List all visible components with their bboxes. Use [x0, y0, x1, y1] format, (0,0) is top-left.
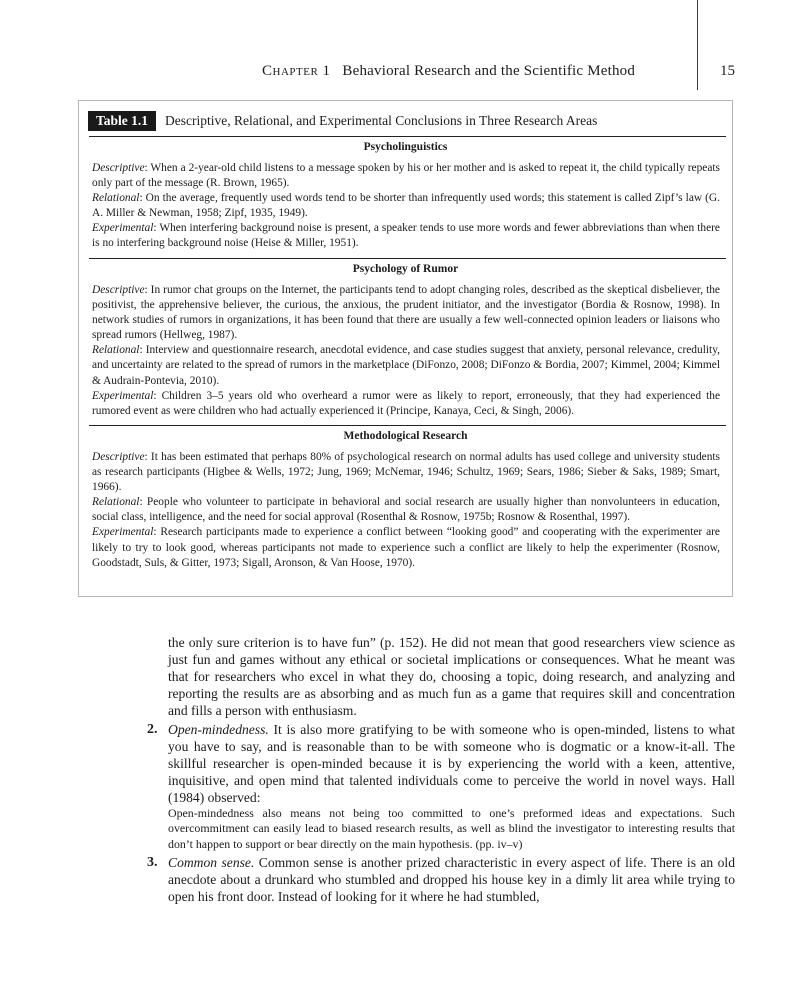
entry-relational: [92, 495, 720, 525]
entry-text: : Children 3–5 years old who overheard a rumor were as likely to report, erroneously, that they had experienced the rumored event as were children who had actually experienced it (Principe, Kanaya, Ceci, & Singh, 2006).: [92, 389, 720, 417]
entry-text: : In rumor chat groups on the Internet, the participants tend to adopt changing roles, described as the skeptical disbeliever, the positivist, the apprehensive believer, the curious, the anxious, the prudent initiator, and the investigator (Bordia & Rosnow, 1998). In network studies of rumors in organizations, it has been found that there are usually a few well-connected opinion leaders or liaisons who spread rumors (Hellweg, 1987).: [92, 284, 720, 342]
entry-text: : When a 2-year-old child listens to a message spoken by his or her mother and is asked to repeat it, the child typically repeats only part of the message (R. Brown, 1965).: [92, 162, 720, 190]
list-number: 2.: [147, 722, 158, 737]
entry-label: Relational: [92, 344, 140, 357]
block-quote: Open-mindedness also means not being too committed to one’s preformed ideas and expectations. Such overcommitment can easily lead to biased research results, as well as blind the investigator to interesting results that don’t happen to support or bear directly on the main hypothesis. (pp. iv–v): [168, 806, 735, 851]
entry-label: Relational: [92, 192, 140, 205]
list-item-term: Common sense.: [168, 854, 255, 870]
entry-label: Descriptive: [92, 284, 145, 296]
body-text: [147, 634, 735, 905]
section-divider: [89, 258, 726, 259]
table-title: Descriptive, Relational, and Experimental Conclusions in Three Research Areas: [165, 113, 598, 128]
entry-descriptive: [92, 450, 720, 495]
header-divider: [697, 0, 698, 90]
page-number: 15: [720, 63, 735, 79]
section-heading-methodological-research: Methodological Research: [343, 430, 468, 442]
section-body-methodological-research: [92, 450, 720, 571]
section-divider: [89, 425, 726, 426]
entry-experimental: [92, 389, 720, 419]
entry-label: Descriptive: [92, 451, 145, 463]
intro-paragraph: the only sure criterion is to have fun” (p. 152). He did not mean that good researchers view science as just fun and games without any ethical or societal implications or consequences. What he meant was that for researchers who excel in what they do, choosing a topic, doing research, and analyzing and reporting the results are as absorbing and as much fun as a game that requires skill and concentration and fills a person with enthusiasm.: [168, 635, 735, 718]
entry-descriptive: [92, 283, 720, 343]
running-header: [262, 63, 740, 85]
list-item-common-sense: [147, 854, 735, 905]
list-item-open-mindedness: [147, 721, 735, 852]
entry-descriptive: [92, 161, 720, 191]
entry-label: Experimental: [92, 389, 154, 402]
entry-text: : It has been estimated that perhaps 80% of psychological research on normal adults has used college and university students as research participants (Higbee & Wells, 1972; Jung, 1969; McNemar, 1946; Schultz, 1969; Sears, 1986; Sieber & Saks, 1989; Smart, 1966).: [92, 451, 720, 494]
entry-relational: [92, 343, 720, 388]
entry-text: : People who volunteer to participate in behavioral and social research are usually higher than nonvolunteers in education, social class, intelligence, and the need for social approval (Rosenthal & Rosnow, 1975b; Rosnow & Rosenthal, 1997).: [92, 496, 720, 524]
table-1-1: [78, 100, 733, 597]
list-item-text: Common sense is another prized characteristic in every aspect of life. There is an old anecdote about a drunkard who stumbled and dropped his house key in a dimly lit area while trying to open his front door. Instead of looking for it where he had stumbled,: [168, 854, 735, 904]
chapter-number: Chapter 1: [262, 63, 331, 79]
entry-relational: [92, 191, 720, 221]
entry-experimental: [92, 221, 720, 251]
section-heading-psycholinguistics: Psycholinguistics: [363, 141, 448, 153]
entry-label: Descriptive: [92, 162, 145, 174]
list-number: 3.: [147, 854, 158, 870]
list-item-text: It is also more gratifying to be with someone who is open-minded, listens to what you have to say, and is reasonable than to be with someone who is dogmatic or a know-it-all. The skillful researcher is open-minded because it is by experiencing the world with a keen, attentive, inquisitive, and open mind that talented individuals come to perceive the world in novel ways. Hall (1984) observed:: [168, 722, 735, 805]
entry-text: : Research participants made to experience a conflict between “looking good” and cooperating with the experimenter are likely to try to look good, whereas participants not made to experience such a conflict are likely to help the experimenter (Rosnow, Goodstadt, Suls, & Gitter, 1973; Sigall, Aronson, & Van Hoose, 1970).: [92, 526, 720, 569]
section-divider: [89, 136, 726, 137]
entry-label: Experimental: [92, 526, 154, 539]
entry-label: Relational: [92, 496, 140, 509]
chapter-title: Behavioral Research and the Scientific Method: [342, 63, 636, 79]
chapter-heading: [262, 63, 635, 80]
list-item-paragraph: [168, 721, 735, 806]
list-item-term: Open-mindedness.: [168, 722, 269, 737]
table-label: Table 1.1: [88, 111, 156, 131]
section-body-psycholinguistics: [92, 161, 720, 252]
entry-text: : Interview and questionnaire research, anecdotal evidence, and case studies suggest that anxiety, personal relevance, credulity, and uncertainty are related to the spread of rumors in the marketplace (DiFonzo, 2008; DiFonzo & Bordia, 2007; Kimmel, 2004; Kimmel & Audrain-Pontevia, 2010).: [92, 344, 720, 387]
entry-text: : On the average, frequently used words tend to be shorter than infrequently used words; this statement is called Zipf’s law (G. A. Miller & Newman, 1958; Zipf, 1935, 1949).: [92, 192, 720, 220]
table-caption: [88, 111, 597, 131]
entry-experimental: [92, 525, 720, 570]
entry-text: : When interfering background noise is present, a speaker tends to use more words and fewer abbreviations than when there is no interfering background noise (Heise & Miller, 1951).: [92, 222, 720, 250]
section-body-psychology-of-rumor: [92, 283, 720, 419]
entry-label: Experimental: [92, 222, 154, 235]
section-heading-psychology-of-rumor: Psychology of Rumor: [352, 263, 459, 275]
list-item-paragraph: [168, 854, 735, 905]
